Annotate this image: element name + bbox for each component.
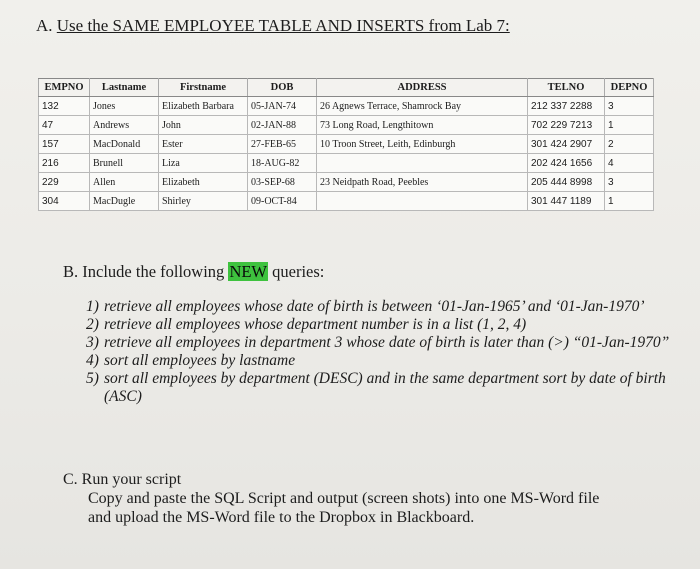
employee-table [38, 78, 654, 211]
table-row [39, 173, 654, 192]
section-c-title: Run your script [81, 471, 182, 488]
cell-empno: 132 [39, 97, 90, 116]
query-number: 5) [86, 370, 99, 387]
cell-address: 10 Troon Street, Leith, Edinburgh [317, 135, 528, 154]
query-number: 4) [86, 352, 99, 369]
cell-lastname: MacDugle [90, 192, 159, 211]
cell-telno: 301 447 1189 [528, 192, 605, 211]
cell-depno: 3 [605, 173, 654, 192]
cell-depno: 1 [605, 116, 654, 135]
table-row [39, 154, 654, 173]
cell-dob: 05-JAN-74 [248, 97, 317, 116]
cell-depno: 2 [605, 135, 654, 154]
section-c-heading [63, 470, 599, 489]
section-c-line-1: Copy and paste the SQL Script and output (screen shots) into one MS-Word file [88, 490, 600, 507]
cell-firstname: Shirley [159, 192, 248, 211]
cell-lastname: Allen [90, 173, 159, 192]
cell-empno: 304 [39, 192, 90, 211]
query-list [86, 298, 676, 406]
cell-lastname: MacDonald [90, 135, 159, 154]
table-row [39, 192, 654, 211]
col-header-dob: DOB [248, 79, 317, 97]
employee-table-header [39, 79, 654, 97]
query-text: sort all employees by department (DESC) and in the same department sort by date of birth (ASC) [104, 370, 666, 405]
cell-address [317, 192, 528, 211]
table-row [39, 116, 654, 135]
query-number: 3) [86, 334, 99, 351]
section-a-label: A. [36, 16, 53, 35]
cell-depno: 4 [605, 154, 654, 173]
cell-dob: 02-JAN-88 [248, 116, 317, 135]
cell-empno: 47 [39, 116, 90, 135]
cell-firstname: John [159, 116, 248, 135]
cell-depno: 1 [605, 192, 654, 211]
section-c [63, 470, 599, 527]
query-text: retrieve all employees whose department number is in a list (1, 2, 4) [104, 316, 527, 333]
cell-telno: 301 424 2907 [528, 135, 605, 154]
section-a-heading [36, 16, 510, 36]
query-text: retrieve all employees in department 3 whose date of birth is later than (>) “01-Jan-1970” [104, 334, 670, 351]
cell-dob: 27-FEB-65 [248, 135, 317, 154]
col-header-address: ADDRESS [317, 79, 528, 97]
cell-dob: 03-SEP-68 [248, 173, 317, 192]
section-b-text-after: queries: [272, 262, 325, 281]
list-item [86, 334, 676, 352]
table-row [39, 135, 654, 154]
cell-firstname: Elizabeth [159, 173, 248, 192]
cell-depno: 3 [605, 97, 654, 116]
col-header-telno: TELNO [528, 79, 605, 97]
cell-firstname: Liza [159, 154, 248, 173]
cell-lastname: Jones [90, 97, 159, 116]
query-text: retrieve all employees whose date of birth is between ‘01-Jan-1965’ and ‘01-Jan-1970’ [104, 298, 645, 315]
list-item [86, 298, 676, 316]
section-c-line-2: and upload the MS-Word file to the Dropbox in Blackboard. [88, 509, 475, 526]
cell-address: 26 Agnews Terrace, Shamrock Bay [317, 97, 528, 116]
cell-telno: 202 424 1656 [528, 154, 605, 173]
cell-firstname: Elizabeth Barbara [159, 97, 248, 116]
cell-address: 23 Neidpath Road, Peebles [317, 173, 528, 192]
query-number: 2) [86, 316, 99, 333]
section-b-text-before: Include the following [82, 262, 225, 281]
col-header-depno: DEPNO [605, 79, 654, 97]
table-row [39, 97, 654, 116]
query-text: sort all employees by lastname [104, 352, 296, 369]
cell-telno: 702 229 7213 [528, 116, 605, 135]
cell-empno: 157 [39, 135, 90, 154]
cell-address: 73 Long Road, Lengthitown [317, 116, 528, 135]
cell-empno: 216 [39, 154, 90, 173]
cell-telno: 205 444 8998 [528, 173, 605, 192]
new-highlight: NEW [229, 262, 268, 281]
list-item [86, 370, 676, 406]
cell-lastname: Andrews [90, 116, 159, 135]
section-b-label: B. [63, 262, 79, 281]
cell-lastname: Brunell [90, 154, 159, 173]
col-header-lastname: Lastname [90, 79, 159, 97]
cell-empno: 229 [39, 173, 90, 192]
section-a-text: Use the SAME EMPLOYEE TABLE AND INSERTS from Lab 7: [56, 16, 510, 35]
cell-firstname: Ester [159, 135, 248, 154]
list-item [86, 352, 676, 370]
cell-dob: 09-OCT-84 [248, 192, 317, 211]
section-b-heading [63, 262, 324, 282]
list-item [86, 316, 676, 334]
col-header-empno: EMPNO [39, 79, 90, 97]
cell-dob: 18-AUG-82 [248, 154, 317, 173]
cell-telno: 212 337 2288 [528, 97, 605, 116]
section-c-label: C. [63, 471, 78, 488]
col-header-firstname: Firstname [159, 79, 248, 97]
query-number: 1) [86, 298, 99, 315]
cell-address [317, 154, 528, 173]
